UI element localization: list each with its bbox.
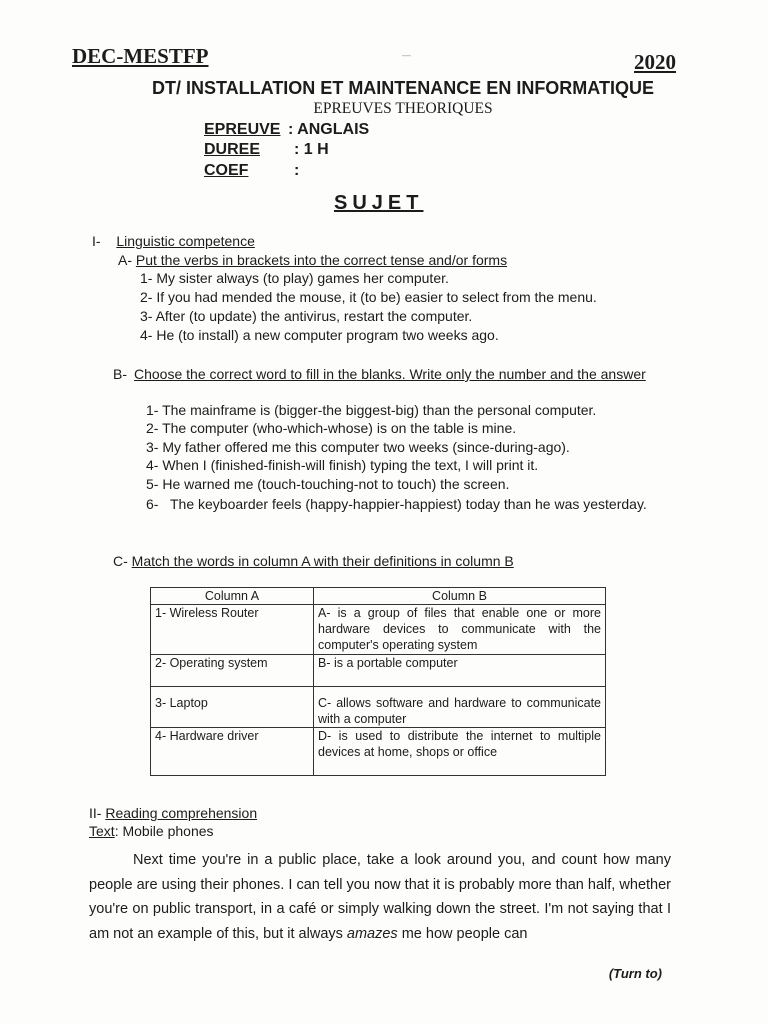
table-cell: 3- Laptop: [151, 687, 314, 728]
list-item: 4- He (to install) a new computer program two weeks ago.: [140, 327, 499, 343]
list-item: 3- My father offered me this computer two weeks (since-during-ago).: [146, 439, 570, 455]
column-b-header: Column B: [314, 588, 606, 605]
header-year: 2020: [634, 50, 676, 74]
subject-heading: SUJET: [334, 192, 424, 214]
table-cell: C- allows software and hardware to communicate with a computer: [314, 687, 606, 728]
exam-subtitle: EPREUVES THEORIQUES: [313, 100, 493, 117]
list-item: 6- The keyboarder feels (happy-happier-happiest) today than he was yesterday.: [146, 496, 647, 512]
part-a-label: A-: [118, 252, 132, 268]
part-b-title: Choose the correct word to fill in the blanks. Write only the number and the answer: [134, 366, 646, 382]
meta-coef-key: COEF: [204, 162, 249, 179]
meta-epreuve-key: EPREUVE: [204, 121, 281, 138]
list-item: 1- The mainframe is (bigger-the biggest-big) than the personal computer.: [146, 402, 597, 418]
section-2-heading: [89, 805, 257, 821]
part-a-title: Put the verbs in brackets into the correct tense and/or forms: [135, 252, 508, 268]
section-1-title: Linguistic competence: [116, 233, 255, 249]
part-c-title: Match the words in column A with their definitions in column B: [131, 553, 514, 569]
header-organization: DEC-MESTFP: [72, 44, 209, 68]
text-name: : Mobile phones: [114, 823, 214, 839]
meta-coef-value: :: [294, 162, 300, 179]
table-row: [151, 605, 606, 655]
table-header-row: [151, 588, 606, 605]
emphasis-word: amazes: [346, 925, 398, 942]
text-title: [89, 823, 214, 839]
table-cell: 1- Wireless Router: [151, 605, 314, 655]
list-item: 2- The computer (who-which-whose) is on the table is mine.: [146, 420, 517, 436]
list-item: 5- He warned me (touch-touching-not to touch) the screen.: [146, 476, 510, 492]
table-row: [151, 655, 606, 687]
part-a-heading: [118, 252, 507, 268]
section-2-number: II-: [89, 805, 102, 821]
table-cell: D- is used to distribute the internet to multiple devices at home, shops or office: [314, 728, 606, 776]
table-cell: 4- Hardware driver: [151, 728, 314, 776]
matching-table: [150, 587, 606, 776]
part-b-label: B-: [113, 366, 127, 382]
list-item: 3- After (to update) the antivirus, restart the computer.: [140, 308, 473, 324]
list-item: 1- My sister always (to play) games her computer.: [140, 270, 449, 286]
section-2-title: Reading comprehension: [105, 805, 258, 821]
list-item: 4- When I (finished-finish-will finish) typing the text, I will print it.: [146, 457, 539, 473]
section-1-heading: [92, 233, 255, 249]
text-label: Text: [89, 823, 115, 839]
meta-duree-key: DUREE: [204, 141, 261, 158]
meta-epreuve-value: : ANGLAIS: [288, 121, 370, 138]
table-cell: A- is a group of files that enable one or more hardware devices to communicate with the computer's operating system: [314, 605, 606, 655]
table-row: [151, 728, 606, 776]
header-dash: —: [402, 50, 411, 60]
table-cell: B- is a portable computer: [314, 655, 606, 687]
table-row: [151, 687, 606, 728]
exam-title: DT/ INSTALLATION ET MAINTENANCE EN INFORMATIQUE: [152, 78, 654, 98]
table-cell: 2- Operating system: [151, 655, 314, 687]
section-1-number: I-: [92, 233, 101, 249]
part-c-label: C-: [113, 553, 128, 569]
part-c-heading: [113, 553, 514, 569]
column-a-header: Column A: [151, 588, 314, 605]
reading-paragraph: Next time you're in a public place, take a look around you, and count how many people are using their phones. I can tell you now that it is probably more than half, whether you're on public transport, in a café or simply walking down the street. I'm not saying that I am not an example of this, but it always amazes me how people can: [89, 852, 671, 942]
meta-duree-value: : 1 H: [294, 141, 329, 158]
list-item: 2- If you had mended the mouse, it (to be) easier to select from the menu.: [140, 289, 597, 305]
turn-page-note: (Turn to): [608, 966, 662, 981]
